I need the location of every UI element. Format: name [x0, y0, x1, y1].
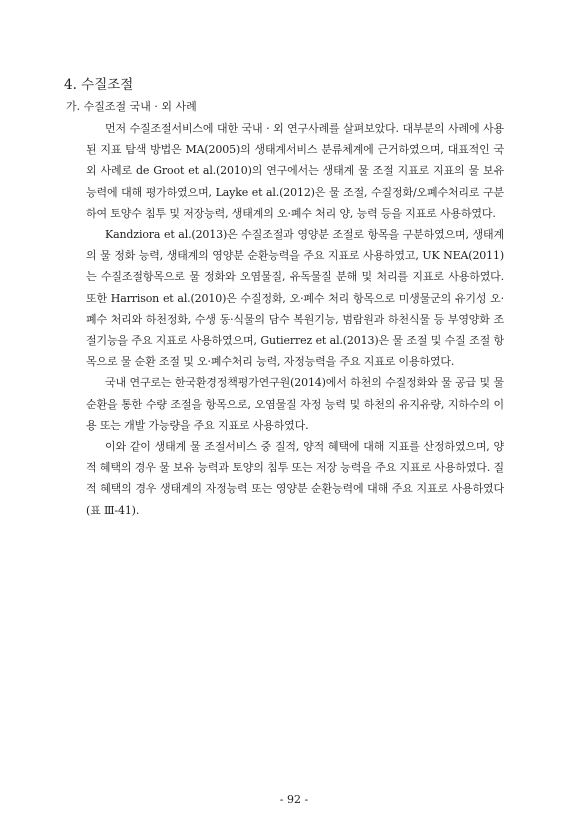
body-text	[86, 118, 504, 521]
section-heading: 4. 수질조절	[64, 77, 134, 93]
paragraph-domestic-cases: 국내 연구로는 한국환경정책평가연구원(2014)에서 하천의 수질정화와 물 공급 및 물 순환을 통한 수량 조절을 항목으로, 오염물질 자정 능력 및 하천의 유지유량, 지하수의 이용 또는 개발 가능량을 주요 지표로 사용하였다.	[86, 376, 504, 432]
paragraph-overseas-cases: 먼저 수질조절서비스에 대한 국내 · 외 연구사례를 살펴보았다. 대부분의 사례에 사용된 지표 탐색 방법은 MA(2005)의 생태계서비스 분류체계에 근거하였으며, 대표적인 국외 사례로 de Groot et al.(2010)의 연구에서는 생태계 물 조절 지표로 지표의 물 보유 능력에 대해 평가하였으며, Layke et al.(2012)은 물 조절, 수질정화/오폐수처리로 구분하여 토양수 침투 및 저장능력, 생태계의 오·폐수 처리 양, 능력 등을 지표로 사용하였다.	[86, 122, 504, 220]
paragraph-summary: 이와 같이 생태계 물 조절서비스 중 질적, 양적 혜택에 대해 지표를 산정하였으며, 양적 혜택의 경우 물 보유 능력과 토양의 침투 또는 저장 능력을 주요 지표로 사용하였다. 질적 혜택의 경우 생태계의 자정능력 또는 영양분 순환능력에 대해 주요 지표로 사용하였다(표 Ⅲ-41).	[86, 440, 504, 517]
page-number: - 92 -	[279, 793, 309, 806]
sub-heading: 가. 수질조절 국내 · 외 사례	[66, 100, 197, 113]
paragraph-kandziora-cases: Kandziora et al.(2013)은 수질조절과 영양분 조절로 항목을 구분하였으며, 생태계의 물 정화 능력, 생태계의 영양분 순환능력을 주요 지표로 사용하였고, UK NEA(2011)는 수질조절항목으로 물 정화와 오염물질, 유독물질 분해 및 처리를 지표로 사용하였다. 또한 Harrison et al.(2010)은 수질정화, 오·폐수 처리 항목으로 미생물군의 유기성 오·폐수 처리와 하천정화, 수생 동·식물의 담수 복원기능, 범람원과 하천식물 등 부영양화 조절기능을 주요 지표로 사용하였으며, Gutierrez et al.(2013)은 물 조절 및 수질 조절 항목으로 물 순환 조절 및 오·폐수처리 능력, 자정능력을 주요 지표로 이용하였다.	[86, 228, 504, 369]
